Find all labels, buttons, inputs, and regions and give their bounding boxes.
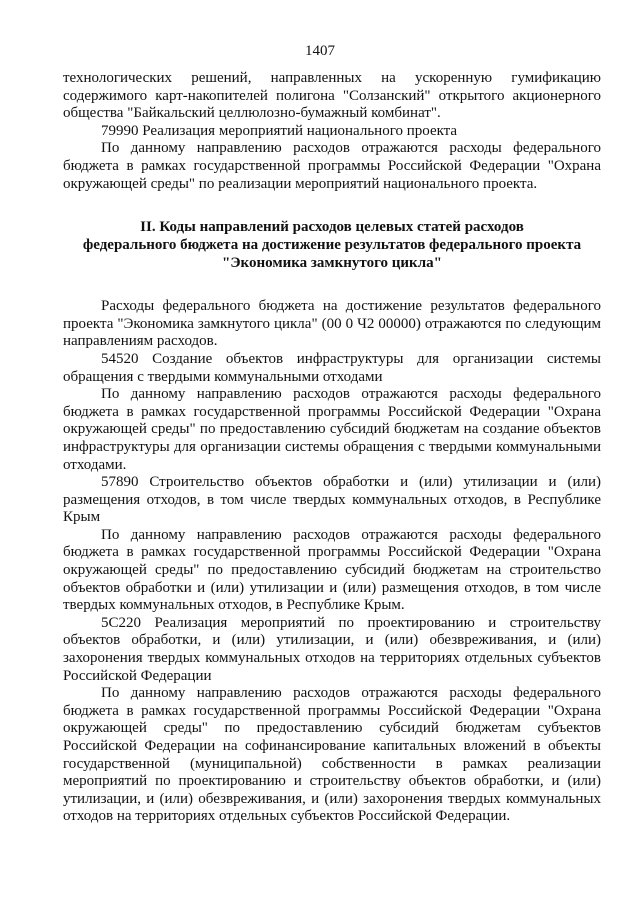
paragraph-code-5c220-title: 5С220 Реализация мероприятий по проектированию и строительству объектов обработки, и (или) утилизации, и (или) обезвреживания, и (или) захоронения твердых коммунальных отходов на территориях отдельных субъектов Российской Федерации: [63, 614, 601, 684]
paragraph-code-54520-desc: По данному направлению расходов отражаются расходы федерального бюджета в рамках государственной программы Российской Федерации "Охрана окружающей среды" по предоставлению субсидий бюджетам на создание объектов инфраструктуры для организации системы обращения с твердыми коммунальными отходами.: [63, 386, 601, 473]
section-heading-line: "Экономика замкнутого цикла": [222, 255, 442, 272]
section-heading-line: федерального бюджета на достижение результатов федерального проекта: [82, 237, 582, 254]
document-body: [63, 70, 601, 826]
section-heading: [63, 218, 601, 272]
paragraphs-before-heading: [63, 70, 601, 193]
paragraph-code-57890-desc: По данному направлению расходов отражаются расходы федерального бюджета в рамках государственной программы Российской Федерации "Охрана окружающей среды" по предоставлению субсидий бюджетам на строительство объектов обработки и (или) утилизации и (или) размещения отходов, в том числе твердых коммунальных отходов, в Республике Крым.: [63, 526, 601, 614]
paragraph-code-79990-desc: По данному направлению расходов отражаются расходы федерального бюджета в рамках государственной программы Российской Федерации "Охрана окружающей среды" по реализации мероприятий национального проекта.: [63, 140, 601, 192]
section-heading-line: II. Коды направлений расходов целевых статей расходов: [140, 219, 524, 236]
paragraph-code-57890-title: 57890 Строительство объектов обработки и (или) утилизации и (или) размещения отходов, в том числе твердых коммунальных отходов, в Республике Крым: [63, 474, 601, 526]
paragraph-code-5c220-desc: По данному направлению расходов отражаются расходы федерального бюджета в рамках государственной программы Российской Федерации "Охрана окружающей среды" по предоставлению субсидий бюджетам субъектов Российской Федерации на софинансирование капитальных вложений в объекты государственной (муниципальной) собственности в рамках реализации мероприятий по проектированию и строительству объектов обработки, и (или) утилизации, и (или) обезвреживания, и (или) захоронения твердых коммунальных отходов на территориях отдельных субъектов Российской Федерации.: [63, 685, 601, 825]
paragraph-code-54520-title: 54520 Создание объектов инфраструктуры для организации системы обращения с твердыми коммунальными отходами: [63, 350, 601, 385]
paragraph-cont-para: технологических решений, направленных на ускоренную гумификацию содержимого карт-накопителей полигона "Солзанский" открытого акционерного общества "Байкальский целлюлозно-бумажный комбинат".: [63, 70, 601, 122]
paragraph-intro-para: Расходы федерального бюджета на достижение результатов федерального проекта "Экономика замкнутого цикла" (00 0 Ч2 00000) отражаются по следующим направлениям расходов.: [63, 298, 601, 350]
paragraphs-after-heading: [63, 298, 601, 826]
paragraph-code-79990-title: 79990 Реализация мероприятий национального проекта: [101, 122, 458, 139]
page-number: 1407: [305, 43, 335, 59]
